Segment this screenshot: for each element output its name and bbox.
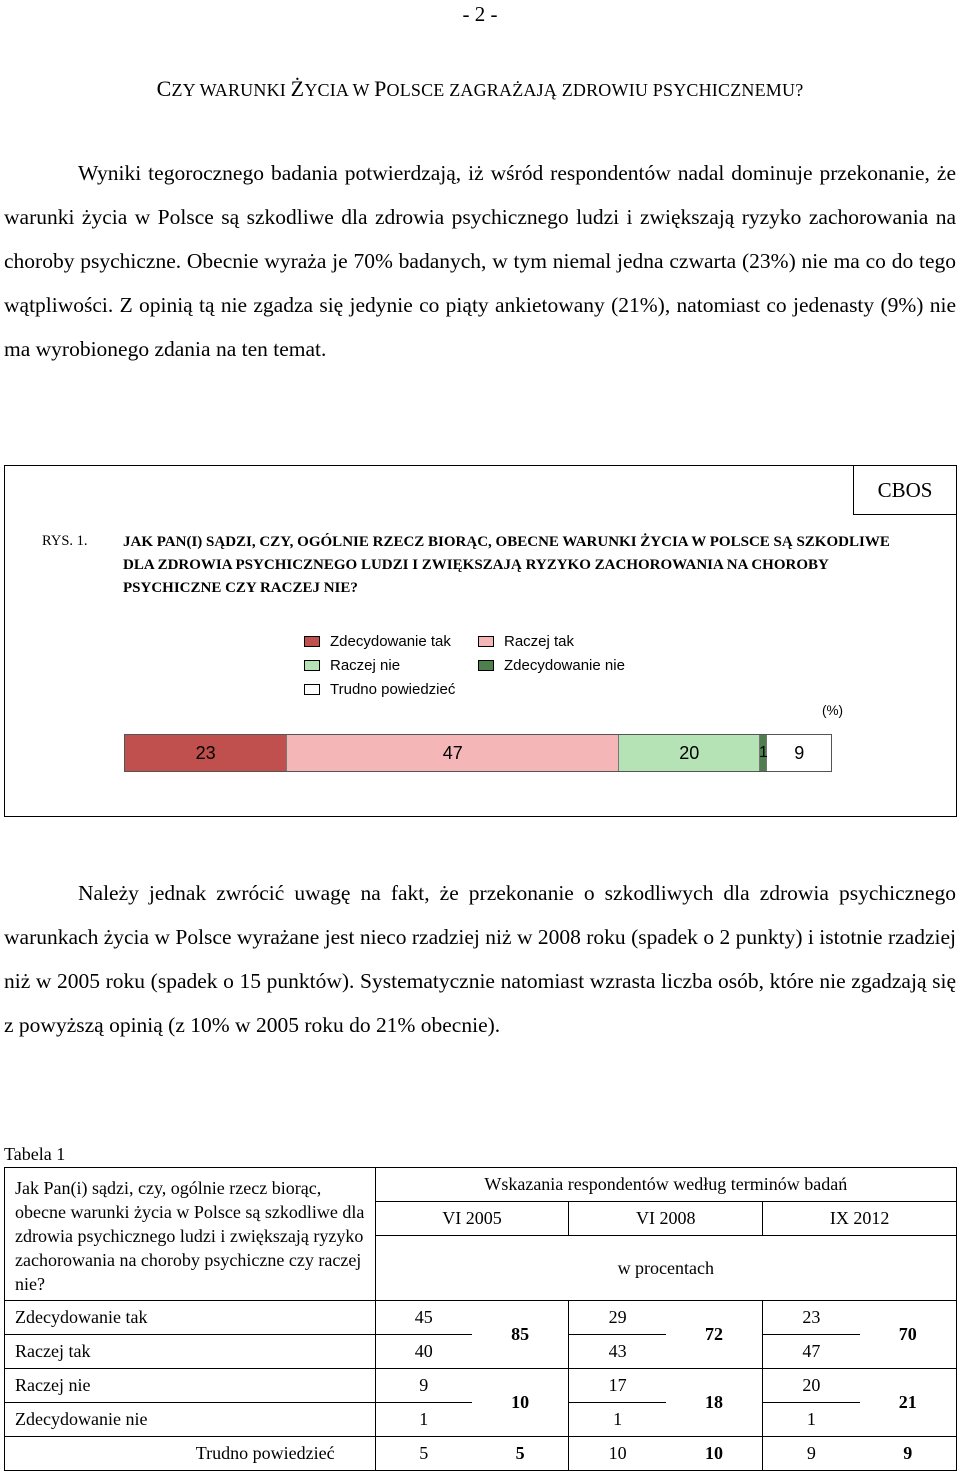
sum-no: 21 — [860, 1369, 957, 1437]
section-heading — [0, 76, 960, 102]
cell-value: 1 — [569, 1403, 666, 1437]
row-label: Zdecydowanie nie — [5, 1403, 376, 1437]
paragraph-1-text: Wyniki tegorocznego badania potwierdzają, iż wśród respondentów nadal dominuje przekonanie, że warunki życia w Polsce są szkodliwe dla zdrowia psychicznego ludzi i zwiększają ryzyko zachorowania na choroby psychiczne. Obecnie wyraża je 70% badanych, w tym niemal jedna czwarta (23%) nie ma co do tego wątpliwości. Z opinią tą nie zgadza się jedynie co piąty ankietowany (21%), natomiast co jedenasty (9%) nie ma wyrobionego zdania na ten temat. — [4, 161, 956, 361]
heading-part-2: YCIA W — [304, 80, 375, 100]
heading-initial-1: C — [156, 76, 172, 101]
figure-label: RYS. 1. — [42, 533, 88, 549]
table-row — [5, 1301, 957, 1335]
figure-title: JAK PAN(I) SĄDZI, CZY, OGÓLNIE RZECZ BIORĄC, OBECNE WARUNKI ŻYCIA W POLSCE SĄ SZKODLIWE DLA ZDROWIA PSYCHICZNEGO LUDZI I ZWIĘKSZAJĄ RYZYKO ZACHOROWANIA NA CHOROBY PSYCHICZNE CZY RACZEJ NIE? — [123, 534, 890, 596]
sum-yes: 72 — [666, 1301, 763, 1369]
cell-value: 10 — [569, 1437, 666, 1471]
sum-no: 18 — [666, 1369, 763, 1437]
bar-segment-label: 20 — [679, 742, 700, 763]
legend-label: Zdecydowanie tak — [330, 633, 451, 650]
cell-value: 5 — [375, 1437, 472, 1471]
bar-segment-label: 9 — [794, 742, 805, 763]
table-unit: w procentach — [375, 1236, 956, 1301]
sum-yes: 70 — [860, 1301, 957, 1369]
results-table — [4, 1167, 957, 1471]
legend-label: Zdecydowanie nie — [504, 657, 625, 674]
table-group-header: Wskazania respondentów według terminów badań — [375, 1168, 956, 1202]
sum-yes: 85 — [472, 1301, 569, 1369]
cell-value: 40 — [375, 1335, 472, 1369]
legend-item-trudno-powiedziec — [304, 681, 455, 698]
legend-item-zdecydowanie-tak — [304, 633, 451, 650]
cell-value: 10 — [666, 1437, 763, 1471]
bar-segment-label: 1 — [758, 744, 768, 761]
legend-swatch — [478, 636, 494, 647]
cell-value: 9 — [763, 1437, 860, 1471]
period-header: VI 2005 — [375, 1202, 569, 1236]
bar-segment — [125, 735, 287, 771]
paragraph-2 — [4, 871, 956, 1047]
heading-part-1: ZY WARUNKI — [171, 80, 291, 100]
legend-item-raczej-nie — [304, 657, 400, 674]
cell-value: 1 — [763, 1403, 860, 1437]
cell-value: 29 — [569, 1301, 666, 1335]
chart-unit: (%) — [822, 703, 843, 718]
table-row — [5, 1437, 957, 1471]
legend-swatch — [304, 684, 320, 695]
legend-label: Raczej nie — [330, 657, 401, 674]
cell-value: 43 — [569, 1335, 666, 1369]
bar-segment — [767, 735, 831, 771]
bar-segment-label: 47 — [442, 742, 463, 763]
table-row — [5, 1369, 957, 1403]
heading-initial-3: P — [374, 76, 387, 101]
cell-value: 45 — [375, 1301, 472, 1335]
cell-value: 20 — [763, 1369, 860, 1403]
bar-segment — [760, 735, 767, 771]
table-caption: Tabela 1 — [4, 1144, 66, 1164]
bar-segment — [287, 735, 619, 771]
cell-value: 9 — [860, 1437, 957, 1471]
table-question: Jak Pan(i) sądzi, czy, ogólnie rzecz biorąc, obecne warunki życia w Polsce są szkodliwe dla zdrowia psychicznego ludzi i zwiększają ryzyko zachorowania na choroby psychiczne czy raczej nie? — [5, 1168, 376, 1301]
cell-value: 23 — [763, 1301, 860, 1335]
legend-swatch — [478, 660, 494, 671]
legend-swatch — [304, 660, 320, 671]
legend-label: Raczej tak — [504, 633, 575, 650]
cell-value: 5 — [472, 1437, 569, 1471]
period-header: VI 2008 — [569, 1202, 763, 1236]
legend-label: Trudno powiedzieć — [330, 681, 456, 698]
source-badge: CBOS — [853, 465, 957, 515]
legend-item-raczej-tak — [478, 633, 574, 650]
cell-value: 47 — [763, 1335, 860, 1369]
legend-swatch — [304, 636, 320, 647]
period-header: IX 2012 — [763, 1202, 957, 1236]
row-label: Trudno powiedzieć — [5, 1437, 376, 1471]
paragraph-2-text: Należy jednak zwrócić uwagę na fakt, że przekonanie o szkodliwych dla zdrowia psychicznego warunkach życia w Polsce wyrażane jest nieco rzadziej niż w 2008 roku (spadek o 2 punkty) i istotnie rzadziej niż w 2005 roku (spadek o 15 punktów). Systematycznie natomiast wzrasta liczba osób, które nie zgadzają się z powyższą opinią (z 10% w 2005 roku do 21% obecnie). — [4, 881, 956, 1037]
bar-segment-label: 23 — [195, 742, 216, 763]
row-label: Raczej nie — [5, 1369, 376, 1403]
sum-no: 10 — [472, 1369, 569, 1437]
cell-value: 9 — [375, 1369, 472, 1403]
cell-value: 1 — [375, 1403, 472, 1437]
row-label: Raczej tak — [5, 1335, 376, 1369]
heading-initial-2: Ż — [290, 76, 305, 101]
legend-item-zdecydowanie-nie — [478, 657, 625, 674]
heading-part-3: OLSCE ZAGRAŻAJĄ ZDROWIU PSYCHICZNEMU? — [386, 80, 804, 100]
bar-segment — [619, 735, 760, 771]
row-label: Zdecydowanie tak — [5, 1301, 376, 1335]
stacked-bar — [124, 734, 832, 772]
paragraph-1 — [4, 151, 956, 371]
page-number: - 2 - — [462, 2, 498, 26]
cell-value: 17 — [569, 1369, 666, 1403]
